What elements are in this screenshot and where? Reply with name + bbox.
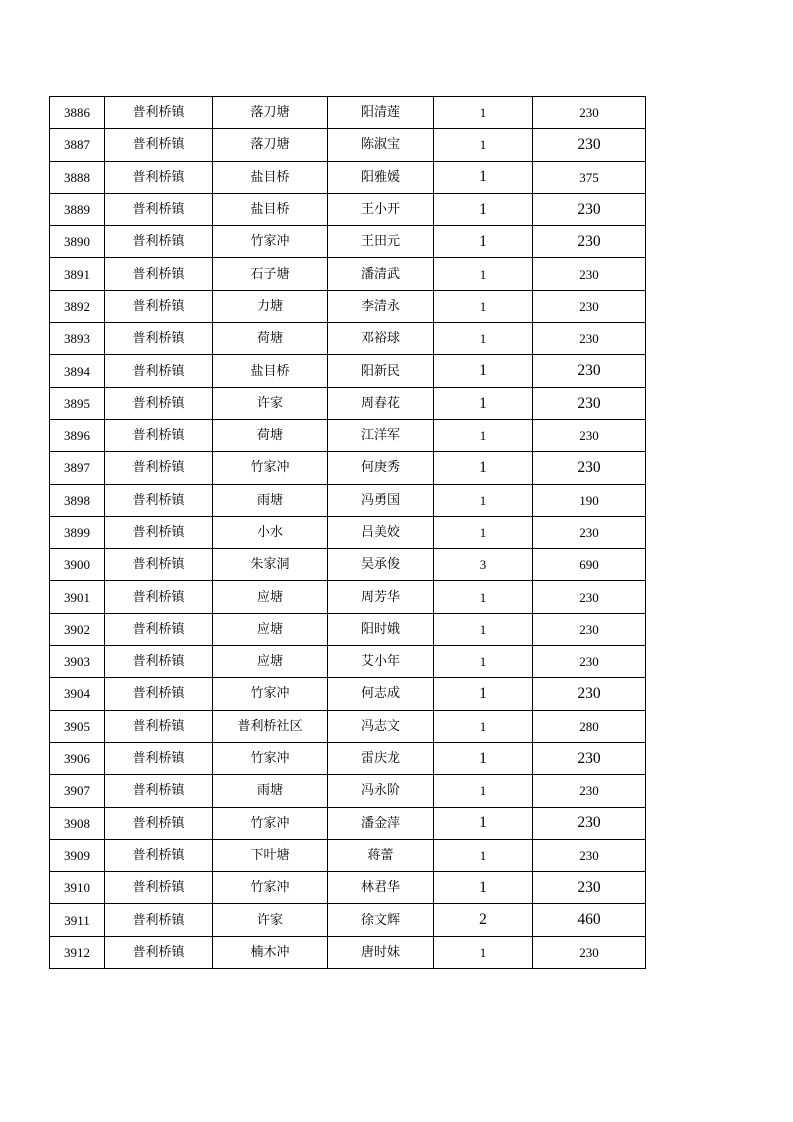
cell-count: 1 <box>434 129 533 161</box>
table-row <box>50 807 646 839</box>
cell-serial-number: 3895 <box>50 387 105 419</box>
cell-person-name: 蒋蕾 <box>328 839 434 871</box>
cell-count: 1 <box>434 258 533 290</box>
cell-village: 盐目桥 <box>213 355 328 387</box>
cell-village: 雨塘 <box>213 775 328 807</box>
cell-person-name: 冯永阶 <box>328 775 434 807</box>
cell-town: 普利桥镇 <box>105 97 213 129</box>
data-table <box>49 96 646 969</box>
cell-serial-number: 3910 <box>50 872 105 904</box>
cell-count: 1 <box>434 161 533 193</box>
cell-count: 1 <box>434 387 533 419</box>
table-row <box>50 161 646 193</box>
cell-person-name: 周芳华 <box>328 581 434 613</box>
cell-person-name: 王小开 <box>328 193 434 225</box>
cell-village: 楠木冲 <box>213 936 328 968</box>
cell-person-name: 唐时妹 <box>328 936 434 968</box>
cell-town: 普利桥镇 <box>105 516 213 548</box>
table-row <box>50 904 646 936</box>
cell-village: 落刀塘 <box>213 129 328 161</box>
cell-town: 普利桥镇 <box>105 226 213 258</box>
cell-person-name: 江洋军 <box>328 419 434 451</box>
cell-serial-number: 3899 <box>50 516 105 548</box>
table-row <box>50 484 646 516</box>
cell-town: 普利桥镇 <box>105 323 213 355</box>
cell-serial-number: 3900 <box>50 549 105 581</box>
cell-town: 普利桥镇 <box>105 872 213 904</box>
cell-amount: 230 <box>533 613 646 645</box>
table-row <box>50 839 646 871</box>
cell-person-name: 冯志文 <box>328 710 434 742</box>
cell-person-name: 吕美姣 <box>328 516 434 548</box>
cell-village: 应塘 <box>213 646 328 678</box>
cell-count: 1 <box>434 290 533 322</box>
cell-serial-number: 3892 <box>50 290 105 322</box>
cell-serial-number: 3894 <box>50 355 105 387</box>
cell-serial-number: 3904 <box>50 678 105 710</box>
cell-village: 下叶塘 <box>213 839 328 871</box>
table-row <box>50 129 646 161</box>
cell-count: 2 <box>434 904 533 936</box>
cell-town: 普利桥镇 <box>105 710 213 742</box>
cell-count: 1 <box>434 452 533 484</box>
cell-village: 竹家冲 <box>213 742 328 774</box>
cell-amount: 230 <box>533 97 646 129</box>
cell-count: 1 <box>434 613 533 645</box>
cell-serial-number: 3890 <box>50 226 105 258</box>
cell-town: 普利桥镇 <box>105 549 213 581</box>
cell-village: 力塘 <box>213 290 328 322</box>
table-row <box>50 323 646 355</box>
cell-serial-number: 3896 <box>50 419 105 451</box>
cell-town: 普利桥镇 <box>105 355 213 387</box>
cell-serial-number: 3901 <box>50 581 105 613</box>
table-row <box>50 290 646 322</box>
cell-amount: 230 <box>533 807 646 839</box>
cell-serial-number: 3911 <box>50 904 105 936</box>
cell-serial-number: 3897 <box>50 452 105 484</box>
cell-count: 1 <box>434 484 533 516</box>
table-row <box>50 193 646 225</box>
cell-village: 许家 <box>213 904 328 936</box>
cell-town: 普利桥镇 <box>105 613 213 645</box>
cell-serial-number: 3912 <box>50 936 105 968</box>
cell-town: 普利桥镇 <box>105 904 213 936</box>
cell-serial-number: 3898 <box>50 484 105 516</box>
cell-serial-number: 3906 <box>50 742 105 774</box>
cell-village: 应塘 <box>213 613 328 645</box>
table-row <box>50 678 646 710</box>
cell-town: 普利桥镇 <box>105 290 213 322</box>
cell-amount: 230 <box>533 839 646 871</box>
cell-count: 1 <box>434 97 533 129</box>
cell-town: 普利桥镇 <box>105 484 213 516</box>
table-row <box>50 419 646 451</box>
cell-village: 应塘 <box>213 581 328 613</box>
cell-serial-number: 3902 <box>50 613 105 645</box>
cell-count: 1 <box>434 872 533 904</box>
cell-count: 1 <box>434 581 533 613</box>
cell-amount: 280 <box>533 710 646 742</box>
cell-serial-number: 3908 <box>50 807 105 839</box>
cell-count: 1 <box>434 775 533 807</box>
cell-person-name: 雷庆龙 <box>328 742 434 774</box>
cell-amount: 230 <box>533 452 646 484</box>
cell-amount: 230 <box>533 290 646 322</box>
table-row <box>50 226 646 258</box>
cell-amount: 230 <box>533 193 646 225</box>
cell-count: 1 <box>434 419 533 451</box>
table-row <box>50 775 646 807</box>
cell-village: 竹家冲 <box>213 807 328 839</box>
cell-amount: 230 <box>533 581 646 613</box>
cell-count: 1 <box>434 355 533 387</box>
cell-person-name: 艾小年 <box>328 646 434 678</box>
cell-village: 荷塘 <box>213 323 328 355</box>
cell-amount: 230 <box>533 355 646 387</box>
cell-count: 1 <box>434 193 533 225</box>
table-row <box>50 97 646 129</box>
cell-amount: 230 <box>533 678 646 710</box>
cell-person-name: 阳时娥 <box>328 613 434 645</box>
cell-person-name: 林君华 <box>328 872 434 904</box>
cell-person-name: 徐文辉 <box>328 904 434 936</box>
cell-serial-number: 3909 <box>50 839 105 871</box>
table-row <box>50 710 646 742</box>
cell-person-name: 阳清莲 <box>328 97 434 129</box>
cell-serial-number: 3893 <box>50 323 105 355</box>
cell-count: 3 <box>434 549 533 581</box>
cell-town: 普利桥镇 <box>105 193 213 225</box>
cell-person-name: 李清永 <box>328 290 434 322</box>
cell-amount: 230 <box>533 387 646 419</box>
cell-village: 盐目桥 <box>213 193 328 225</box>
cell-person-name: 何志成 <box>328 678 434 710</box>
cell-town: 普利桥镇 <box>105 452 213 484</box>
cell-serial-number: 3886 <box>50 97 105 129</box>
cell-serial-number: 3905 <box>50 710 105 742</box>
table-row <box>50 258 646 290</box>
cell-count: 1 <box>434 839 533 871</box>
cell-town: 普利桥镇 <box>105 839 213 871</box>
cell-village: 竹家冲 <box>213 452 328 484</box>
table-row <box>50 355 646 387</box>
cell-count: 1 <box>434 323 533 355</box>
cell-village: 盐目桥 <box>213 161 328 193</box>
cell-count: 1 <box>434 710 533 742</box>
cell-amount: 190 <box>533 484 646 516</box>
cell-amount: 460 <box>533 904 646 936</box>
cell-person-name: 何庚秀 <box>328 452 434 484</box>
cell-town: 普利桥镇 <box>105 936 213 968</box>
cell-village: 小水 <box>213 516 328 548</box>
cell-person-name: 阳新民 <box>328 355 434 387</box>
cell-amount: 230 <box>533 419 646 451</box>
cell-town: 普利桥镇 <box>105 387 213 419</box>
cell-village: 竹家冲 <box>213 678 328 710</box>
cell-count: 1 <box>434 678 533 710</box>
cell-village: 许家 <box>213 387 328 419</box>
cell-village: 落刀塘 <box>213 97 328 129</box>
cell-amount: 230 <box>533 872 646 904</box>
cell-count: 1 <box>434 807 533 839</box>
cell-village: 荷塘 <box>213 419 328 451</box>
cell-amount: 230 <box>533 646 646 678</box>
cell-town: 普利桥镇 <box>105 581 213 613</box>
cell-town: 普利桥镇 <box>105 775 213 807</box>
cell-serial-number: 3907 <box>50 775 105 807</box>
cell-serial-number: 3887 <box>50 129 105 161</box>
cell-amount: 690 <box>533 549 646 581</box>
cell-town: 普利桥镇 <box>105 742 213 774</box>
cell-serial-number: 3903 <box>50 646 105 678</box>
cell-village: 朱家洞 <box>213 549 328 581</box>
cell-amount: 230 <box>533 742 646 774</box>
cell-count: 1 <box>434 742 533 774</box>
cell-person-name: 周春花 <box>328 387 434 419</box>
cell-village: 普利桥社区 <box>213 710 328 742</box>
cell-serial-number: 3888 <box>50 161 105 193</box>
cell-person-name: 阳雅媛 <box>328 161 434 193</box>
cell-town: 普利桥镇 <box>105 258 213 290</box>
table-row <box>50 613 646 645</box>
cell-town: 普利桥镇 <box>105 807 213 839</box>
table-row <box>50 581 646 613</box>
cell-count: 1 <box>434 646 533 678</box>
cell-person-name: 潘清武 <box>328 258 434 290</box>
cell-amount: 375 <box>533 161 646 193</box>
table-row <box>50 936 646 968</box>
cell-amount: 230 <box>533 323 646 355</box>
cell-village: 雨塘 <box>213 484 328 516</box>
cell-amount: 230 <box>533 129 646 161</box>
table-row <box>50 646 646 678</box>
cell-amount: 230 <box>533 226 646 258</box>
cell-person-name: 冯勇国 <box>328 484 434 516</box>
cell-town: 普利桥镇 <box>105 161 213 193</box>
cell-village: 竹家冲 <box>213 226 328 258</box>
cell-count: 1 <box>434 226 533 258</box>
cell-amount: 230 <box>533 516 646 548</box>
cell-town: 普利桥镇 <box>105 419 213 451</box>
cell-person-name: 邓裕球 <box>328 323 434 355</box>
table-row <box>50 549 646 581</box>
cell-amount: 230 <box>533 258 646 290</box>
table-row <box>50 516 646 548</box>
cell-serial-number: 3889 <box>50 193 105 225</box>
cell-town: 普利桥镇 <box>105 678 213 710</box>
cell-person-name: 陈淑宝 <box>328 129 434 161</box>
cell-amount: 230 <box>533 936 646 968</box>
cell-serial-number: 3891 <box>50 258 105 290</box>
table-row <box>50 872 646 904</box>
cell-person-name: 吴承俊 <box>328 549 434 581</box>
cell-count: 1 <box>434 516 533 548</box>
table-body <box>50 97 646 969</box>
cell-village: 石子塘 <box>213 258 328 290</box>
table-row <box>50 452 646 484</box>
cell-town: 普利桥镇 <box>105 129 213 161</box>
cell-village: 竹家冲 <box>213 872 328 904</box>
cell-town: 普利桥镇 <box>105 646 213 678</box>
cell-amount: 230 <box>533 775 646 807</box>
table-row <box>50 742 646 774</box>
table-row <box>50 387 646 419</box>
cell-person-name: 潘金萍 <box>328 807 434 839</box>
cell-count: 1 <box>434 936 533 968</box>
cell-person-name: 王田元 <box>328 226 434 258</box>
